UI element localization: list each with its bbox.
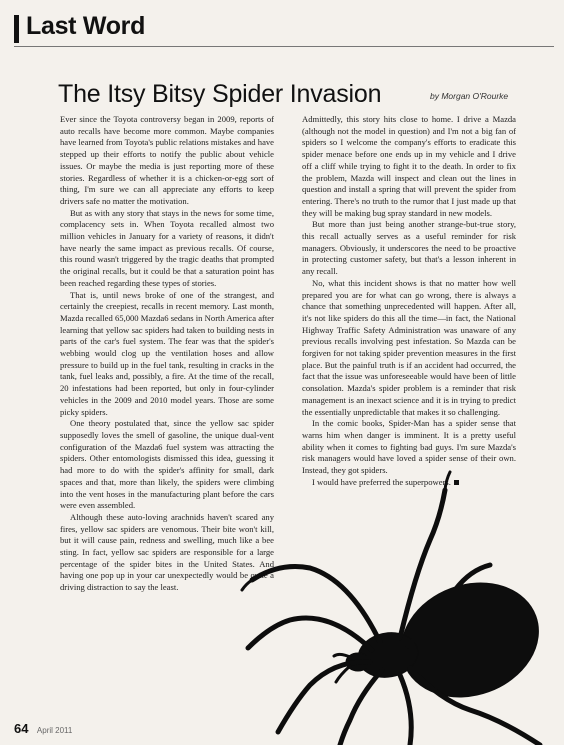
- article-paragraph: Although these auto-loving arachnids haven't scared any fires, yellow sac spiders are venomous. Their bite won't kill, but it will cause pain, redness and swelling, much like a bee sting. In fact, yellow sac spiders are responsible for a large percentage of the spider bites in the United States. And having one pop up in your car unexpectedly would be quite a driving distraction to say the least.: [60, 511, 274, 593]
- page-number: 64: [14, 721, 29, 736]
- section-title: Last Word: [26, 12, 146, 40]
- article-paragraph: But more than just being another strange-but-true story, this recall actually serves as a useful reminder for risk managers. Obviously, it underscores the need to be proactive in protecting customer safety, but that's a lesson inherent in any recall.: [302, 219, 516, 277]
- issue-date: April 2011: [36, 726, 73, 735]
- article-paragraph: Ever since the Toyota controversy began in 2009, reports of auto recalls have become more common. Maybe companies have learned from Toyota's public relations mistakes and have stepped up their efforts to notify the public about vehicle issues. Or maybe the media is just reporting more of these stories. Regardless of whether it is a chicken-or-egg sort of thing, I'm sure we can all appreciate any efforts to keep drivers safe no matter the motivation.: [60, 114, 274, 206]
- article-title: The Itsy Bitsy Spider Invasion: [58, 80, 382, 108]
- spider-silhouette-icon: [240, 470, 564, 745]
- page-footer: [14, 720, 72, 738]
- article-paragraph: No, what this incident shows is that no matter how well prepared you are for what can go wrong, there is always a chance that something unprecedented will happen. After all, it's not like spiders do this all the time—in fact, the National Highway Traffic Safety Administration was unaware of any previous recalls involving pest infestation. So Mazda can be forgiven for not taking spider prevention measures in the first place. But the painful truth is if an accident had occurred, the fact that the issue was unforeseeable would have been of little consolation. Mazda's spider problem is a reminder that risk management is an inexact science and it is in trying to predict the essentially unpredictable that makes it so challenging.: [302, 277, 516, 417]
- section-header: [14, 12, 554, 47]
- article-paragraph: In the comic books, Spider-Man has a spider sense that warns him when danger is imminent. It is a pretty useful ability when it comes to fighting bad guys. I'm sure Mazda's risk managers would have loved a spider sense of their own. Instead, they got spiders.: [302, 418, 516, 476]
- article-paragraph: Admittedly, this story hits close to home. I drive a Mazda (although not the model in question) and I'm not a big fan of spiders so I welcome the company's efforts to eradicate this spider menace before one ends up in my vehicle and I drive off a cliff while trying to fight it to the death. In order to fix the problem, Mazda will inspect and clean out the lines in question and install a spring that will prevent the spider from entering. There's no truth to the rumor that I just made up that they will be making bug spray standard in new models.: [302, 114, 516, 218]
- closing-line: I would have preferred the superpowers.: [312, 476, 451, 487]
- article-byline: by Morgan O'Rourke: [430, 91, 509, 101]
- article-paragraph: One theory postulated that, since the yellow sac spider supposedly loves the smell of gasoline, the unique dual-vent configuration of the Mazda6 fuel system was attracting the spiders. Other entomologists dismissed this idea, guessing it had more to do with the spider's affinity for small, dark spaces and that, more than likely, the spiders were climbing into the vent hoses in the manufacturing plant before the cars were even assembled.: [60, 418, 274, 511]
- article-paragraph: That is, until news broke of one of the strangest, and certainly the creepiest, recalls in recent memory. Last month, Mazda recalled 65,000 Mazda6 sedans in North America after learning that yellow sac spiders had taken to building nests in parts of the car's fuel system. The fear was that the spider's webbing would clog up the ventilation hoses and allow pressure to build up in the fuel tank, resulting in cracks in the tank, fuel leaks and, possibly, a fire. At the time of the recall, 20 infestations had been reported, but only in four-cylinder vehicles in the 2009 and 2010 model years. Those are some picky spiders.: [60, 289, 274, 417]
- article-paragraph: But as with any story that stays in the news for some time, complacency sets in. When Toyota recalled almost two million vehicles in January for a variety of reasons, it didn't have nearly the same impact as previous recalls. Of course, this round wasn't triggered by the tragic deaths that prompted the original recalls, but it could be that a saturation point has been reached regarding these types of stories.: [60, 207, 274, 288]
- section-bar: [14, 15, 19, 43]
